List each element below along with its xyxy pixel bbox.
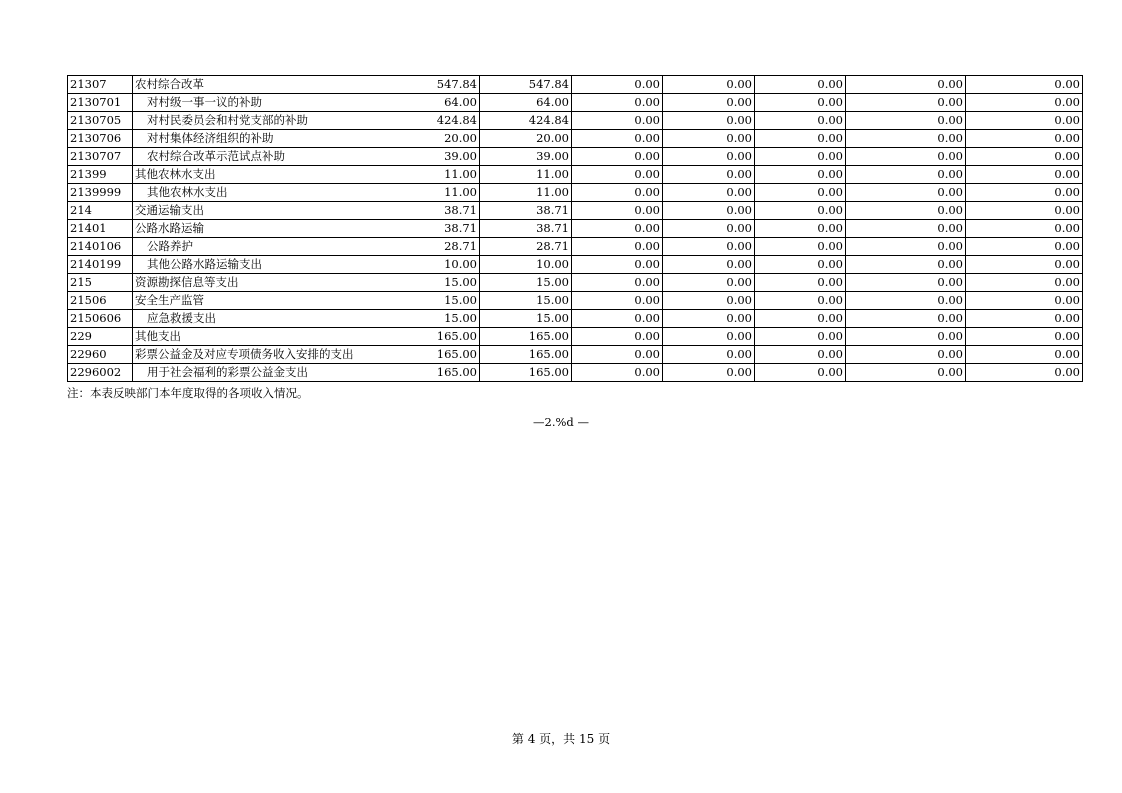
row-name: 其他支出 bbox=[135, 329, 181, 343]
table-row bbox=[68, 346, 1083, 364]
row-name: 其他农林水支出 bbox=[147, 185, 228, 199]
row-value: 10.00 bbox=[389, 256, 480, 274]
row-value: 0.00 bbox=[966, 220, 1083, 238]
row-name: 农村综合改革 bbox=[135, 77, 204, 91]
income-table bbox=[67, 75, 1083, 382]
row-name: 其他公路水路运输支出 bbox=[147, 257, 262, 271]
row-value: 0.00 bbox=[966, 310, 1083, 328]
row-value: 165.00 bbox=[389, 346, 480, 364]
row-value: 165.00 bbox=[389, 364, 480, 382]
row-value: 165.00 bbox=[480, 364, 572, 382]
row-value: 0.00 bbox=[966, 256, 1083, 274]
row-value: 28.71 bbox=[389, 238, 480, 256]
row-value: 0.00 bbox=[663, 94, 755, 112]
row-value: 0.00 bbox=[755, 166, 846, 184]
row-value: 0.00 bbox=[755, 274, 846, 292]
row-value: 0.00 bbox=[846, 346, 966, 364]
row-name: 用于社会福利的彩票公益金支出 bbox=[147, 365, 308, 379]
row-value: 0.00 bbox=[663, 112, 755, 130]
row-value: 0.00 bbox=[663, 274, 755, 292]
row-value: 0.00 bbox=[966, 76, 1083, 94]
center-page-mark: —2.%d — bbox=[533, 415, 589, 429]
table-row bbox=[68, 202, 1083, 220]
row-code: 21401 bbox=[68, 220, 133, 238]
row-value: 38.71 bbox=[389, 220, 480, 238]
row-value: 0.00 bbox=[966, 112, 1083, 130]
row-value: 10.00 bbox=[480, 256, 572, 274]
row-value: 0.00 bbox=[846, 274, 966, 292]
row-value: 0.00 bbox=[755, 184, 846, 202]
row-code: 2139999 bbox=[68, 184, 133, 202]
row-code: 214 bbox=[68, 202, 133, 220]
row-value: 0.00 bbox=[755, 310, 846, 328]
row-value: 165.00 bbox=[480, 346, 572, 364]
row-code: 21399 bbox=[68, 166, 133, 184]
row-value: 0.00 bbox=[846, 76, 966, 94]
row-value: 0.00 bbox=[966, 130, 1083, 148]
row-name: 彩票公益金及对应专项债务收入安排的支出 bbox=[135, 347, 354, 361]
row-name: 资源勘探信息等支出 bbox=[135, 275, 239, 289]
row-value: 0.00 bbox=[966, 346, 1083, 364]
row-name: 对村级一事一议的补助 bbox=[147, 95, 262, 109]
table-row bbox=[68, 328, 1083, 346]
row-value: 0.00 bbox=[966, 292, 1083, 310]
row-value: 0.00 bbox=[846, 130, 966, 148]
row-code: 2130707 bbox=[68, 148, 133, 166]
row-name: 应急救援支出 bbox=[147, 311, 216, 325]
row-value: 0.00 bbox=[663, 310, 755, 328]
row-value: 0.00 bbox=[846, 148, 966, 166]
row-value: 0.00 bbox=[755, 148, 846, 166]
row-value: 0.00 bbox=[755, 328, 846, 346]
row-value: 0.00 bbox=[966, 94, 1083, 112]
row-value: 0.00 bbox=[572, 328, 663, 346]
row-value: 64.00 bbox=[389, 94, 480, 112]
table-row bbox=[68, 130, 1083, 148]
table-row bbox=[68, 148, 1083, 166]
row-value: 38.71 bbox=[389, 202, 480, 220]
table-row bbox=[68, 220, 1083, 238]
row-value: 11.00 bbox=[389, 166, 480, 184]
row-name: 对村民委员会和村党支部的补助 bbox=[147, 113, 308, 127]
table-row bbox=[68, 238, 1083, 256]
row-value: 0.00 bbox=[572, 238, 663, 256]
row-value: 424.84 bbox=[480, 112, 572, 130]
row-value: 0.00 bbox=[572, 256, 663, 274]
row-code: 21307 bbox=[68, 76, 133, 94]
page-number-footer: 第 4 页，共 15 页 bbox=[511, 732, 611, 746]
row-value: 547.84 bbox=[389, 76, 480, 94]
row-code: 2150606 bbox=[68, 310, 133, 328]
row-value: 38.71 bbox=[480, 202, 572, 220]
row-value: 0.00 bbox=[663, 238, 755, 256]
row-value: 0.00 bbox=[572, 76, 663, 94]
row-value: 0.00 bbox=[755, 202, 846, 220]
row-name: 农村综合改革示范试点补助 bbox=[147, 149, 285, 163]
income-table-wrap bbox=[67, 75, 1083, 382]
row-value: 0.00 bbox=[966, 238, 1083, 256]
row-value: 15.00 bbox=[480, 292, 572, 310]
row-value: 0.00 bbox=[755, 238, 846, 256]
row-value: 0.00 bbox=[755, 130, 846, 148]
row-value: 0.00 bbox=[966, 166, 1083, 184]
row-value: 0.00 bbox=[572, 292, 663, 310]
row-value: 15.00 bbox=[389, 292, 480, 310]
row-value: 38.71 bbox=[480, 220, 572, 238]
row-code: 2130705 bbox=[68, 112, 133, 130]
row-value: 0.00 bbox=[755, 94, 846, 112]
row-value: 15.00 bbox=[389, 310, 480, 328]
row-value: 0.00 bbox=[755, 346, 846, 364]
row-value: 0.00 bbox=[572, 202, 663, 220]
row-value: 0.00 bbox=[572, 364, 663, 382]
row-value: 0.00 bbox=[755, 292, 846, 310]
table-row bbox=[68, 256, 1083, 274]
row-name: 安全生产监管 bbox=[135, 293, 204, 307]
row-value: 0.00 bbox=[572, 130, 663, 148]
row-value: 0.00 bbox=[572, 166, 663, 184]
row-value: 0.00 bbox=[663, 256, 755, 274]
row-value: 0.00 bbox=[663, 130, 755, 148]
row-code: 2130706 bbox=[68, 130, 133, 148]
row-value: 0.00 bbox=[966, 364, 1083, 382]
row-value: 0.00 bbox=[846, 112, 966, 130]
table-row bbox=[68, 166, 1083, 184]
row-value: 0.00 bbox=[846, 184, 966, 202]
row-value: 15.00 bbox=[389, 274, 480, 292]
table-row bbox=[68, 310, 1083, 328]
row-value: 0.00 bbox=[663, 202, 755, 220]
row-code: 2140199 bbox=[68, 256, 133, 274]
row-value: 0.00 bbox=[755, 112, 846, 130]
row-value: 165.00 bbox=[389, 328, 480, 346]
table-row bbox=[68, 364, 1083, 382]
row-value: 0.00 bbox=[572, 184, 663, 202]
row-value: 0.00 bbox=[846, 256, 966, 274]
row-code: 2140106 bbox=[68, 238, 133, 256]
row-value: 0.00 bbox=[755, 364, 846, 382]
row-code: 2296002 bbox=[68, 364, 133, 382]
row-value: 0.00 bbox=[572, 310, 663, 328]
row-value: 0.00 bbox=[572, 274, 663, 292]
table-note: 注：本表反映部门本年度取得的各项收入情况。 bbox=[67, 386, 309, 400]
row-value: 0.00 bbox=[846, 364, 966, 382]
row-value: 0.00 bbox=[846, 202, 966, 220]
row-value: 0.00 bbox=[846, 310, 966, 328]
row-value: 0.00 bbox=[572, 220, 663, 238]
row-value: 0.00 bbox=[663, 148, 755, 166]
row-code: 21506 bbox=[68, 292, 133, 310]
row-value: 0.00 bbox=[755, 76, 846, 94]
row-value: 0.00 bbox=[572, 148, 663, 166]
row-name: 公路养护 bbox=[147, 239, 193, 253]
row-value: 547.84 bbox=[480, 76, 572, 94]
row-value: 165.00 bbox=[480, 328, 572, 346]
row-code: 229 bbox=[68, 328, 133, 346]
row-value: 0.00 bbox=[966, 328, 1083, 346]
row-value: 0.00 bbox=[755, 220, 846, 238]
row-code: 22960 bbox=[68, 346, 133, 364]
row-value: 424.84 bbox=[389, 112, 480, 130]
table-row bbox=[68, 292, 1083, 310]
row-value: 0.00 bbox=[966, 202, 1083, 220]
row-value: 20.00 bbox=[389, 130, 480, 148]
row-value: 15.00 bbox=[480, 310, 572, 328]
row-value: 0.00 bbox=[846, 166, 966, 184]
table-row bbox=[68, 274, 1083, 292]
income-table-body bbox=[68, 76, 1083, 382]
row-name: 交通运输支出 bbox=[135, 203, 204, 217]
row-name: 公路水路运输 bbox=[135, 221, 204, 235]
row-value: 0.00 bbox=[663, 346, 755, 364]
row-value: 0.00 bbox=[846, 94, 966, 112]
row-value: 0.00 bbox=[966, 274, 1083, 292]
row-value: 28.71 bbox=[480, 238, 572, 256]
row-value: 39.00 bbox=[389, 148, 480, 166]
table-row bbox=[68, 76, 1083, 94]
table-row bbox=[68, 112, 1083, 130]
row-value: 0.00 bbox=[846, 238, 966, 256]
row-value: 0.00 bbox=[846, 220, 966, 238]
table-row bbox=[68, 94, 1083, 112]
row-value: 0.00 bbox=[572, 94, 663, 112]
row-value: 0.00 bbox=[663, 166, 755, 184]
row-value: 0.00 bbox=[966, 184, 1083, 202]
row-value: 0.00 bbox=[966, 148, 1083, 166]
row-value: 0.00 bbox=[663, 76, 755, 94]
row-value: 0.00 bbox=[663, 328, 755, 346]
row-code: 2130701 bbox=[68, 94, 133, 112]
row-value: 20.00 bbox=[480, 130, 572, 148]
row-name: 对村集体经济组织的补助 bbox=[147, 131, 274, 145]
row-value: 0.00 bbox=[755, 256, 846, 274]
row-value: 64.00 bbox=[480, 94, 572, 112]
row-value: 0.00 bbox=[663, 292, 755, 310]
table-row bbox=[68, 184, 1083, 202]
row-value: 11.00 bbox=[480, 184, 572, 202]
row-value: 0.00 bbox=[663, 220, 755, 238]
row-value: 15.00 bbox=[480, 274, 572, 292]
row-value: 11.00 bbox=[389, 184, 480, 202]
row-value: 0.00 bbox=[846, 328, 966, 346]
row-value: 39.00 bbox=[480, 148, 572, 166]
row-value: 0.00 bbox=[572, 112, 663, 130]
row-value: 0.00 bbox=[663, 364, 755, 382]
row-code: 215 bbox=[68, 274, 133, 292]
row-name: 其他农林水支出 bbox=[135, 167, 216, 181]
row-value: 0.00 bbox=[663, 184, 755, 202]
row-value: 0.00 bbox=[572, 346, 663, 364]
row-value: 0.00 bbox=[846, 292, 966, 310]
row-value: 11.00 bbox=[480, 166, 572, 184]
